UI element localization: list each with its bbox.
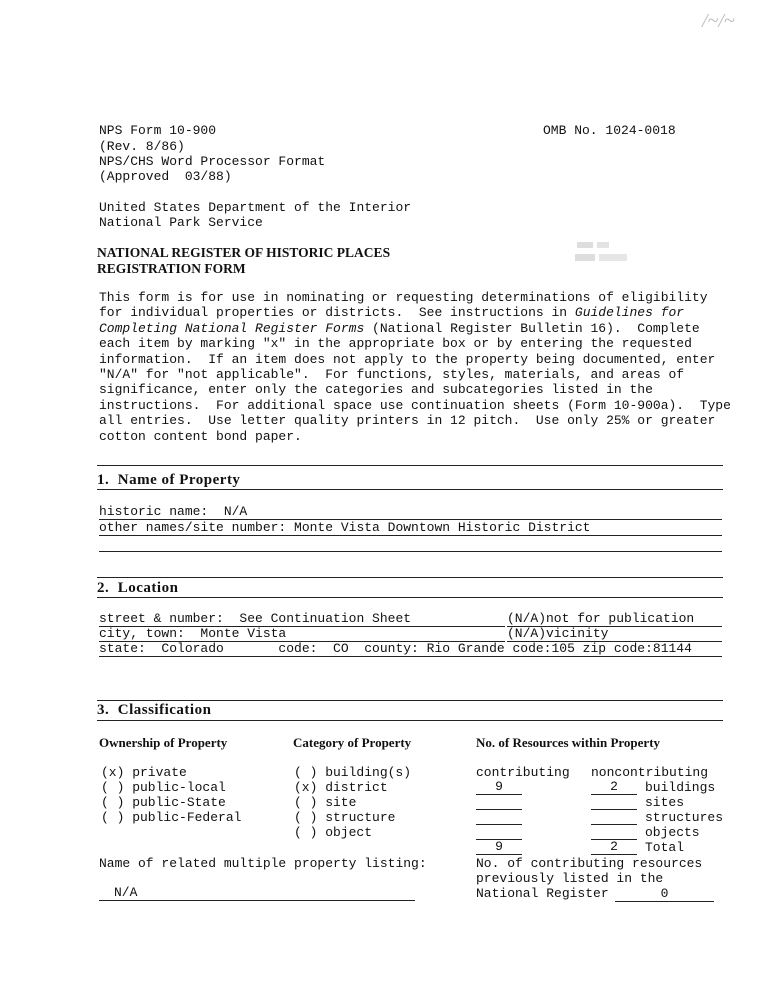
state-county-zip-field[interactable]: state: Colorado code: CO county: Rio Grande code:105 zip code:81144 (99, 641, 722, 657)
city-town-field[interactable]: city, town: Monte Vista (99, 626, 505, 642)
section-rule (97, 465, 723, 466)
noncontributing-count[interactable] (591, 795, 637, 810)
section-rule (97, 700, 723, 701)
ownership-header: Ownership of Property (99, 735, 228, 750)
previously-listed-label: National Register (476, 886, 609, 901)
resource-type-label: sites (645, 795, 685, 810)
contributing-total[interactable]: 9 (476, 840, 522, 855)
form-approved: (Approved 03/88) (99, 169, 232, 184)
form-number: NPS Form 10-900 (99, 123, 217, 138)
guidelines-title: Completing National Register Forms (99, 320, 365, 336)
instructions-text: (National Register Bulletin 16). Complete (364, 320, 700, 336)
instructions-text: for individual properties or districts. See instructions in (99, 305, 575, 321)
form-format: NPS/CHS Word Processor Format (99, 154, 326, 169)
previously-listed-label: No. of contributing resources (476, 856, 703, 871)
related-listing-field[interactable]: N/A (99, 885, 415, 901)
form-revision: (Rev. 8/86) (99, 139, 185, 154)
form-title-line2: REGISTRATION FORM (97, 261, 246, 276)
vicinity-field[interactable]: (N/A)vicinity (507, 626, 722, 642)
contributing-label: contributing (476, 765, 570, 780)
contributing-count[interactable] (476, 825, 522, 840)
category-option-object[interactable]: ( ) object (294, 825, 373, 840)
service: National Park Service (99, 215, 263, 230)
not-for-publication-field[interactable]: (N/A)not for publication (507, 611, 722, 627)
category-option-district[interactable]: (x) district (294, 780, 388, 795)
section-2-heading: 2. Location (97, 580, 179, 596)
section-rule (97, 597, 723, 598)
section-rule (97, 720, 723, 721)
previously-listed-count[interactable]: 0 (615, 886, 714, 902)
street-number-field[interactable]: street & number: See Continuation Sheet (99, 611, 505, 627)
category-option-buildings[interactable]: ( ) building(s) (294, 765, 412, 780)
previously-listed-label: previously listed in the (476, 871, 664, 886)
resource-type-label: buildings (645, 780, 716, 795)
noncontributing-count[interactable]: 2 (591, 780, 637, 795)
contributing-count[interactable] (476, 810, 522, 825)
contributing-count[interactable] (476, 795, 522, 810)
form-title-line1: NATIONAL REGISTER OF HISTORIC PLACES (97, 245, 391, 260)
guidelines-title: Guidelines for (574, 305, 685, 321)
instructions-line: cotton content bond paper. (99, 428, 302, 444)
resource-type-label: structures (645, 810, 724, 825)
instructions-line: each item by marking "x" in the appropriate box or by entering the requested (99, 336, 692, 352)
ownership-option-private[interactable]: (x) private (101, 765, 187, 780)
section-rule (97, 577, 723, 578)
stamp-graphic (575, 238, 635, 268)
instructions-line: all entries. Use letter quality printers in 12 pitch. Use only 25% or greater (99, 413, 716, 429)
section-3-heading: 3. Classification (97, 702, 212, 718)
noncontributing-total[interactable]: 2 (591, 840, 637, 855)
instructions-line: This form is for use in nominating or requesting determinations of eligibility (99, 290, 708, 305)
section-rule (97, 489, 723, 490)
category-option-structure[interactable]: ( ) structure (294, 810, 396, 825)
category-header: Category of Property (293, 735, 412, 750)
historic-name-field[interactable]: historic name: N/A (99, 504, 722, 520)
related-listing-label: Name of related multiple property listing: (99, 856, 427, 871)
instructions-paragraph (99, 290, 729, 444)
noncontributing-count[interactable] (591, 810, 637, 825)
other-names-field[interactable]: other names/site number: Monte Vista Downtown Historic District (99, 520, 722, 536)
noncontributing-count[interactable] (591, 825, 637, 840)
omb-number: OMB No. 1024-0018 (543, 123, 676, 138)
resource-total-label: Total (645, 840, 685, 855)
resources-header: No. of Resources within Property (476, 735, 661, 750)
resource-type-label: objects (645, 825, 700, 840)
faint-stamp (575, 238, 635, 268)
noncontributing-label: noncontributing (591, 765, 709, 780)
instructions-line (99, 305, 729, 320)
instructions-line: significance, enter only the categories and subcategories listed in the (99, 382, 653, 398)
blank-line (99, 536, 722, 552)
ownership-option-public-state[interactable]: ( ) public-State (101, 795, 226, 810)
instructions-line (99, 321, 729, 336)
ownership-option-public-local[interactable]: ( ) public-local (101, 780, 226, 795)
contributing-count[interactable]: 9 (476, 780, 522, 795)
handwritten-mark: /~/~ (702, 10, 735, 32)
ownership-option-public-federal[interactable]: ( ) public-Federal (101, 810, 242, 825)
section-1-heading: 1. Name of Property (97, 472, 241, 488)
category-option-site[interactable]: ( ) site (294, 795, 357, 810)
department: United States Department of the Interior (99, 200, 412, 215)
instructions-line: instructions. For additional space use continuation sheets (Form 10-900a). Type (99, 397, 731, 413)
instructions-line: information. If an item does not apply to the property being documented, enter (99, 351, 716, 367)
instructions-line: "N/A" for "not applicable". For functions, styles, materials, and areas of (99, 367, 685, 383)
